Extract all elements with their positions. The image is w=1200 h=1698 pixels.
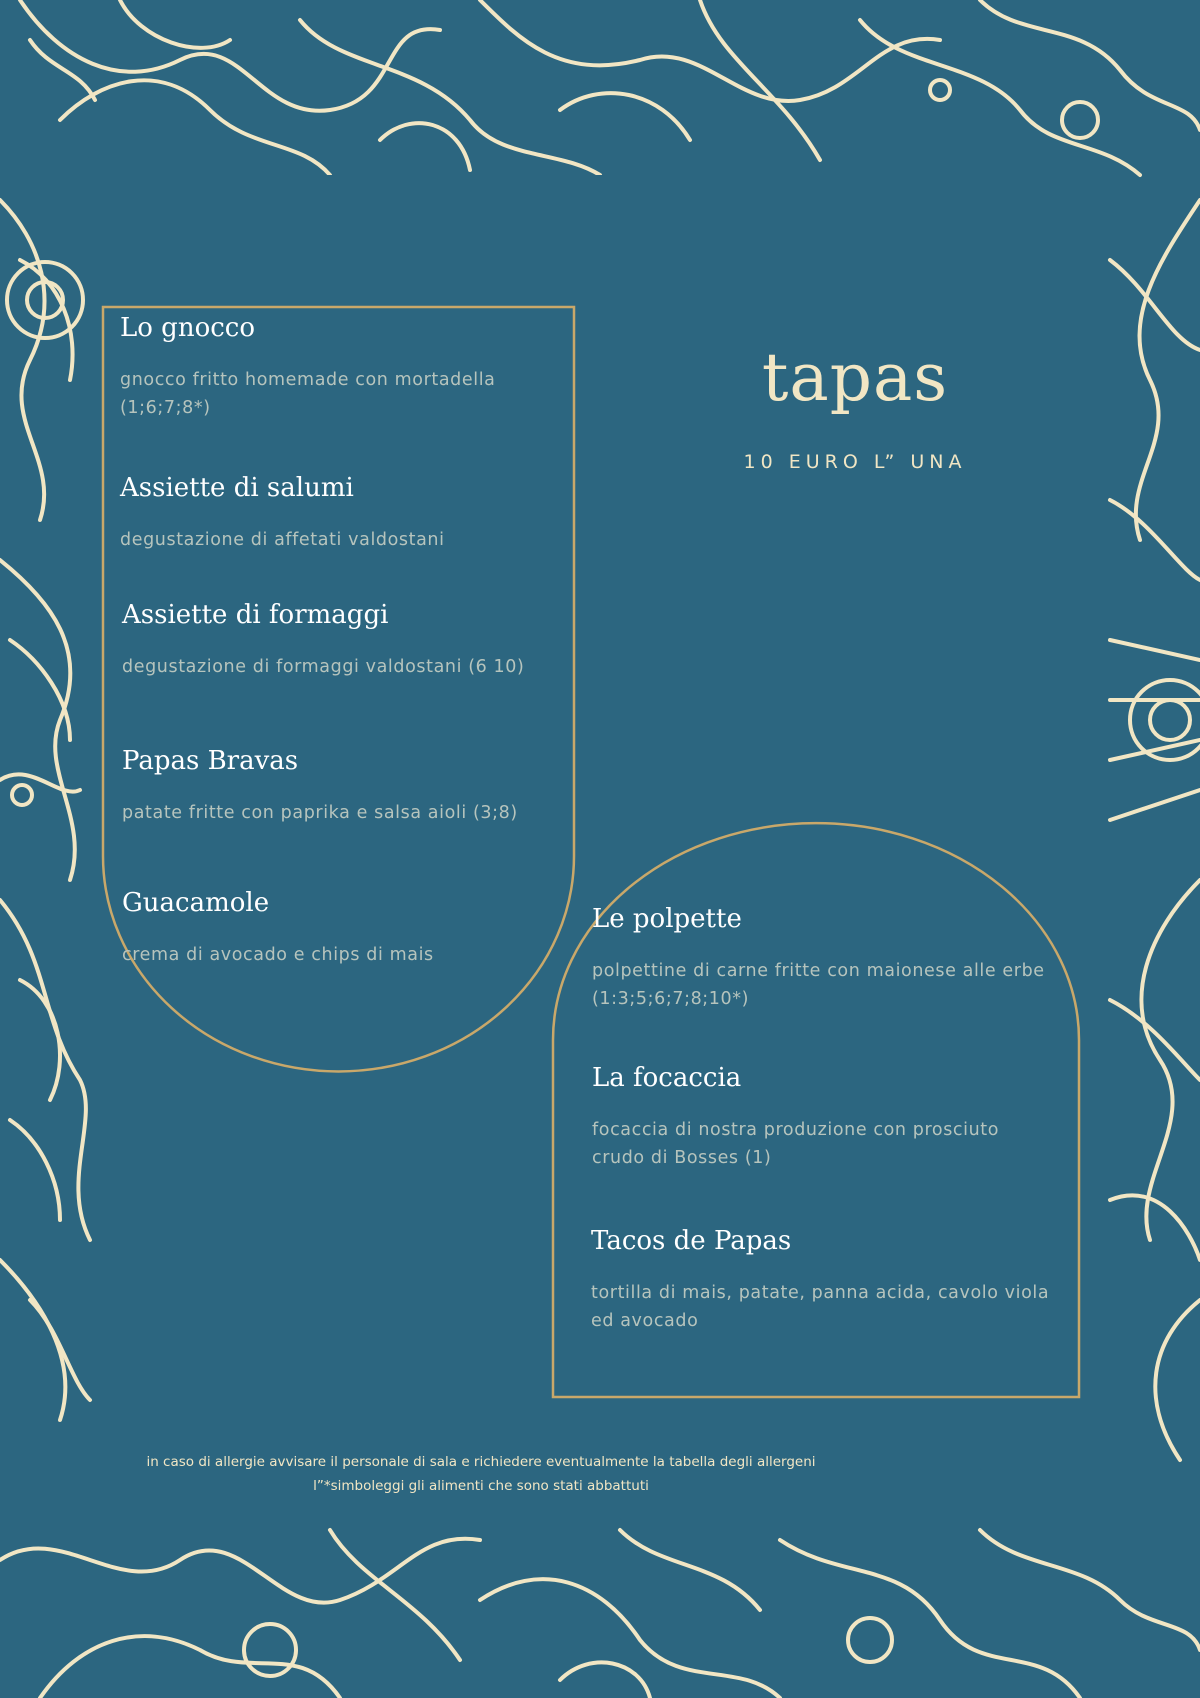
allergy-footer	[101, 1450, 861, 1498]
item-name: Assiette di formaggi	[122, 600, 389, 630]
item-name: Tacos de Papas	[591, 1226, 792, 1256]
menu-item	[122, 600, 572, 681]
item-name: Le polpette	[592, 904, 742, 934]
item-description: polpettine di carne fritte con maionese alle erbe (1:3;5;6;7;8;10*)	[592, 961, 1045, 1010]
menu-price-subtitle: 10 EURO L” UNA	[743, 451, 967, 473]
item-name: Lo gnocco	[120, 313, 256, 343]
menu-item	[120, 313, 570, 422]
item-description: degustazione di formaggi valdostani (6 10)	[122, 657, 525, 678]
menu-item	[122, 888, 572, 969]
allergy-note: in caso di allergie avvisare il personale di sala e richiedere eventualmente la tabella degli allergeni	[146, 1454, 816, 1470]
item-name: Guacamole	[122, 888, 270, 918]
item-description: patate fritte con paprika e salsa aioli (3;8)	[122, 803, 518, 824]
menu-item	[120, 473, 570, 554]
menu-item	[122, 746, 572, 827]
menu-item	[592, 1063, 1057, 1172]
item-name: Papas Bravas	[122, 746, 299, 776]
item-description: crema di avocado e chips di mais	[122, 945, 434, 966]
frozen-symbol-note: l”*simboleggi gli alimenti che sono stati abbattuti	[313, 1478, 649, 1494]
menu-item	[592, 904, 1057, 1013]
item-description: degustazione di affetati valdostani	[120, 530, 445, 551]
menu-item	[591, 1226, 1056, 1335]
menu-title: tapas	[761, 339, 949, 416]
item-description: tortilla di mais, patate, panna acida, cavolo viola ed avocado	[591, 1283, 1050, 1332]
item-name: Assiette di salumi	[120, 473, 354, 503]
item-description: gnocco fritto homemade con mortadella (1;6;7;8*)	[120, 370, 496, 419]
item-description: focaccia di nostra produzione con prosciuto crudo di Bosses (1)	[592, 1120, 1000, 1169]
item-name: La focaccia	[592, 1063, 742, 1093]
